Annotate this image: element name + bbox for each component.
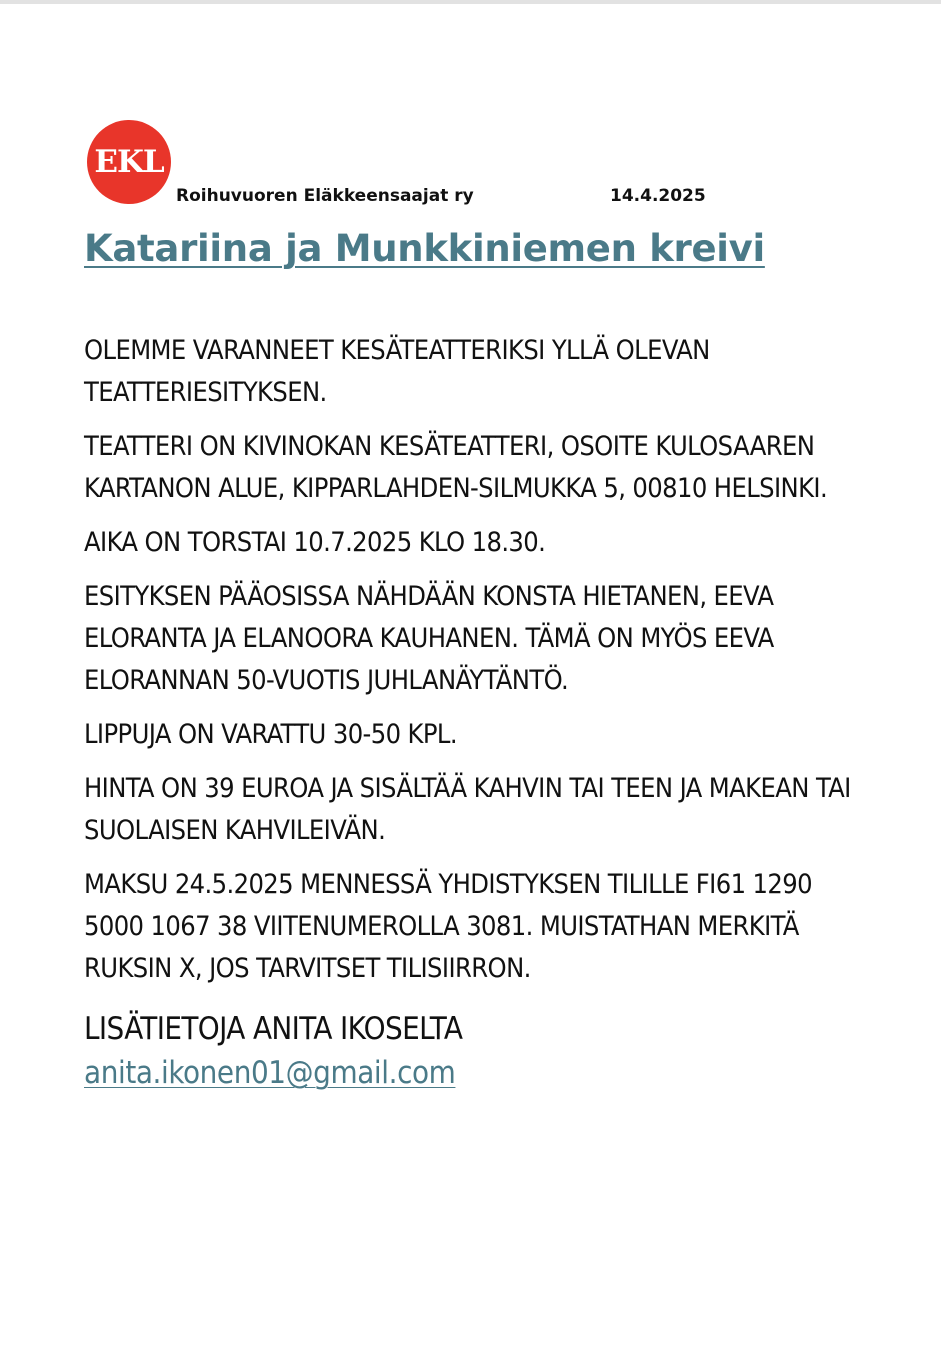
paragraph-payment: MAKSU 24.5.2025 MENNESSÄ YHDISTYKSEN TILILLE FI61 1290 5000 1067 38 VIITENUMEROLLA 3081. MUISTATHAN MERKITÄ RUKSIN X, JOS TARVITSET TILISIIRRON.: [84, 869, 812, 984]
document-date: 14.4.2025: [610, 186, 706, 206]
paragraph-price: HINTA ON 39 EUROA JA SISÄLTÄÄ KAHVIN TAI TEEN JA MAKEAN TAI SUOLAISEN KAHVILEIVÄN.: [84, 773, 851, 846]
logo-text: EKL: [94, 144, 164, 180]
top-border: [0, 0, 941, 4]
paragraph-venue: TEATTERI ON KIVINOKAN KESÄTEATTERI, OSOITE KULOSAAREN KARTANON ALUE, KIPPARLAHDEN-SILMUKKA 5, 00810 HELSINKI.: [84, 431, 828, 504]
ekl-logo: [87, 120, 171, 204]
paragraph-cast: ESITYKSEN PÄÄOSISSA NÄHDÄÄN KONSTA HIETANEN, EEVA ELORANTA JA ELANOORA KAUHANEN. TÄMÄ ON MYÖS EEVA ELORANNAN 50-VUOTIS JUHLANÄYTÄNTÖ.: [84, 581, 774, 696]
page-title: Katariina ja Munkkiniemen kreivi: [84, 227, 765, 270]
paragraph-tickets: LIPPUJA ON VARATTU 30-50 KPL.: [84, 719, 457, 750]
contact-label: LISÄTIETOJA ANITA IKOSELTA: [84, 1011, 463, 1047]
organization-name: Roihuvuoren Eläkkeensaajat ry: [176, 186, 474, 206]
paragraph-reservation: OLEMME VARANNEET KESÄTEATTERIKSI YLLÄ OLEVAN TEATTERIESITYKSEN.: [84, 335, 710, 408]
paragraph-time: AIKA ON TORSTAI 10.7.2025 KLO 18.30.: [84, 527, 546, 558]
document-body: [84, 330, 874, 1095]
contact-email-link[interactable]: anita.ikonen01@gmail.com: [84, 1055, 456, 1091]
